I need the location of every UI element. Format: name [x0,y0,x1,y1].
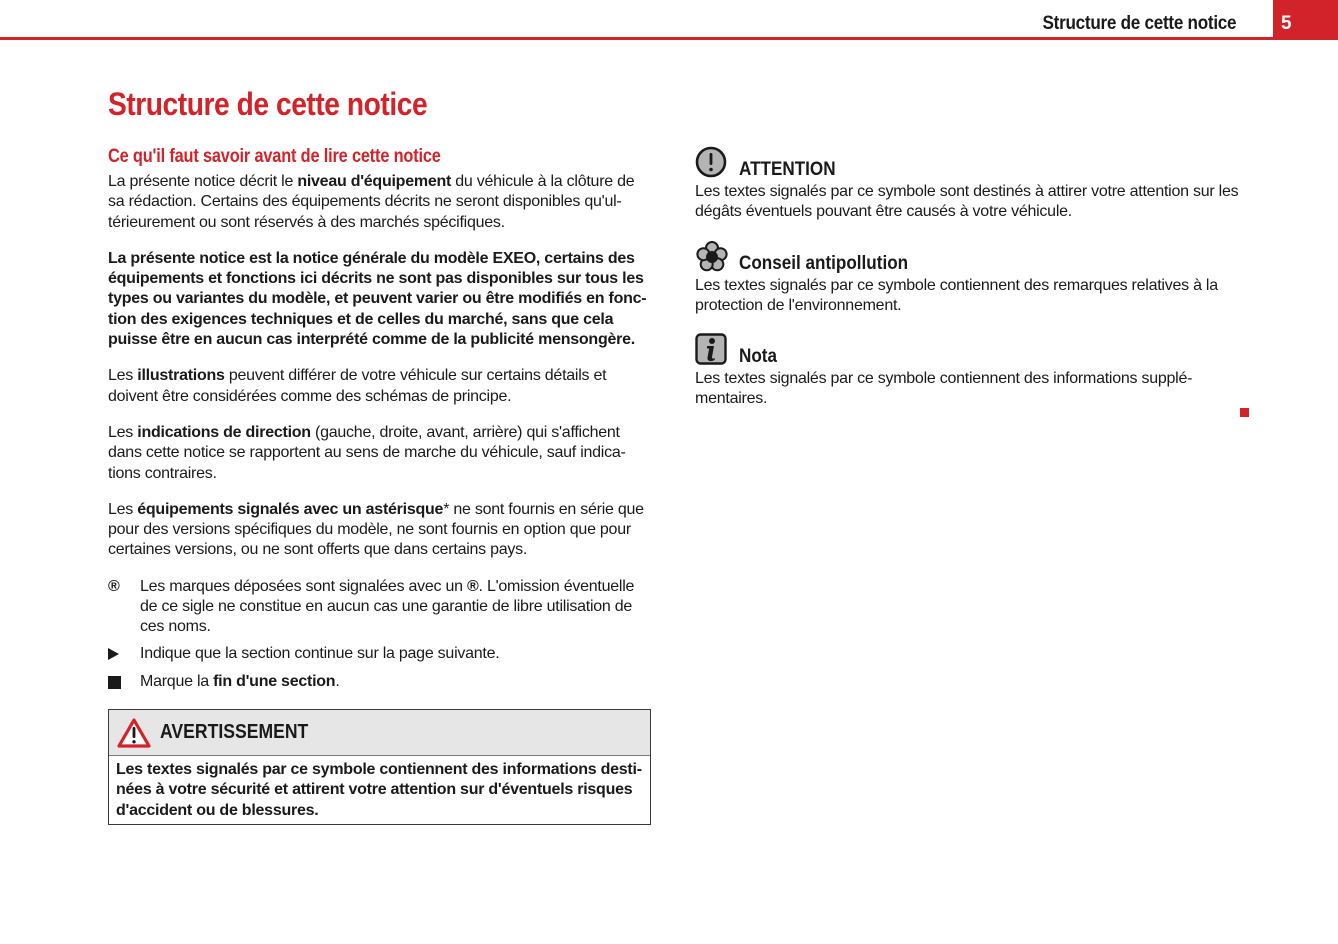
bold-term: illustrations [137,367,225,385]
bold-term: fin d'une section [213,672,336,690]
note-header [695,240,1250,274]
text-run: . L'omission éventuelle de ce sigle ne constitue en aucun cas une garantie de libre utilisation de ces noms. [140,577,635,636]
legend-item [108,672,650,695]
exclamation-circle-icon [695,146,739,180]
text-run: . [335,672,340,690]
note-header [695,146,1250,180]
running-header-title: Structure de cette notice [1042,13,1236,34]
warning-text: Les textes signalés par ce symbole contiennent des informations destinées à votre sécurité et attirent votre attention sur d'éventuels risques d'accident ou de blessures. [116,761,643,819]
bold-term: indications de direction [137,423,311,441]
text-run: Les [108,367,138,385]
legend-item [108,644,650,666]
text-run: Marque la [140,672,214,690]
symbol-legend [108,577,650,695]
text-run: La présente notice décrit le [108,173,298,190]
legend-symbol-cell [108,644,140,666]
warning-title: AVERTISSEMENT [160,721,309,743]
warning-header [109,710,650,756]
text-run: Les [108,423,138,441]
note-text: Les textes signalés par ce symbole contiennent des remarques relatives à la protection de l'environnement. [695,276,1218,314]
note-antipollution [695,240,1250,317]
bold-term: équipements signalés avec un astérisque [137,500,444,518]
note-title: Nota [739,346,778,368]
text-run: du véhicule à la clôture de sa rédaction. Certains des équipements décrits ne seront disponibles qu'ultérieurement ou sont réservés à des marchés spécifiques. [108,173,635,231]
legend-text [140,672,650,695]
section-title: Ce qu'il faut savoir avant de lire cette notice [108,146,441,167]
legend-symbol-cell [108,672,140,695]
note-header [695,333,1250,367]
directions-paragraph [108,423,650,484]
disclaimer-paragraph: La présente notice est la notice générale du modèle EXEO, certains des équipements et fonctions ici décrits ne sont pas disponibles sur tous les types ou variantes du modèle, et peuvent varier ou être modifiés en fonction des exigences techniques et de celles du marché, sans que cela puisse être en aucun cas interprété comme de la publicité mensongère. [108,249,647,349]
text-run: Indique que la section continue sur la page suivante. [140,644,500,662]
note-title: Conseil antipollution [739,252,909,274]
note-attention [695,146,1250,223]
illustrations-paragraph [108,366,650,407]
warning-triangle-icon [116,717,152,749]
text-run: * ne sont fournis en série que pour des versions spécifiques du modèle, ne sont fournis en option que pour certaines versions, ou ne sont offerts que dans certains pays. [108,500,644,559]
intro-paragraph [108,172,650,233]
legend-text [140,577,650,638]
black-square-icon [108,676,121,689]
triangle-right-icon [108,648,119,660]
bold-term: ® [467,577,479,595]
note-text: Les textes signalés par ce symbole sont destinés à attirer votre attention sur les dégâts éventuels pouvant être causés à votre véhicule. [695,183,1239,221]
left-column [108,146,650,701]
text-run: peuvent différer de votre véhicule sur certains détails et doivent être considérées comme des schémas de principe. [108,367,607,405]
registered-icon: ® [108,577,120,595]
text-run: Les marques déposées sont signalées avec un [140,577,467,595]
bold-term: niveau d'équipement [297,173,452,190]
info-icon [695,333,739,367]
page-number: 5 [1281,13,1292,34]
page-title: Structure de cette notice [108,86,428,122]
legend-text [140,644,650,666]
text-run: Les [108,500,138,518]
note-nota [695,333,1250,410]
flower-icon [695,240,739,274]
asterisk-paragraph [108,500,650,561]
legend-item [108,577,650,638]
warning-box [108,709,651,825]
note-title: ATTENTION [739,159,836,180]
right-column [695,146,1250,427]
note-text: Les textes signalés par ce symbole contiennent des informations supplémentaires. [695,370,1193,408]
section-end-marker [1240,408,1249,417]
text-run: (gauche, droite, avant, arrière) qui s'affichent dans cette notice se rapportent au sens de marche du véhicule, sauf indications contraires. [108,423,626,482]
header-rule [0,37,1338,40]
